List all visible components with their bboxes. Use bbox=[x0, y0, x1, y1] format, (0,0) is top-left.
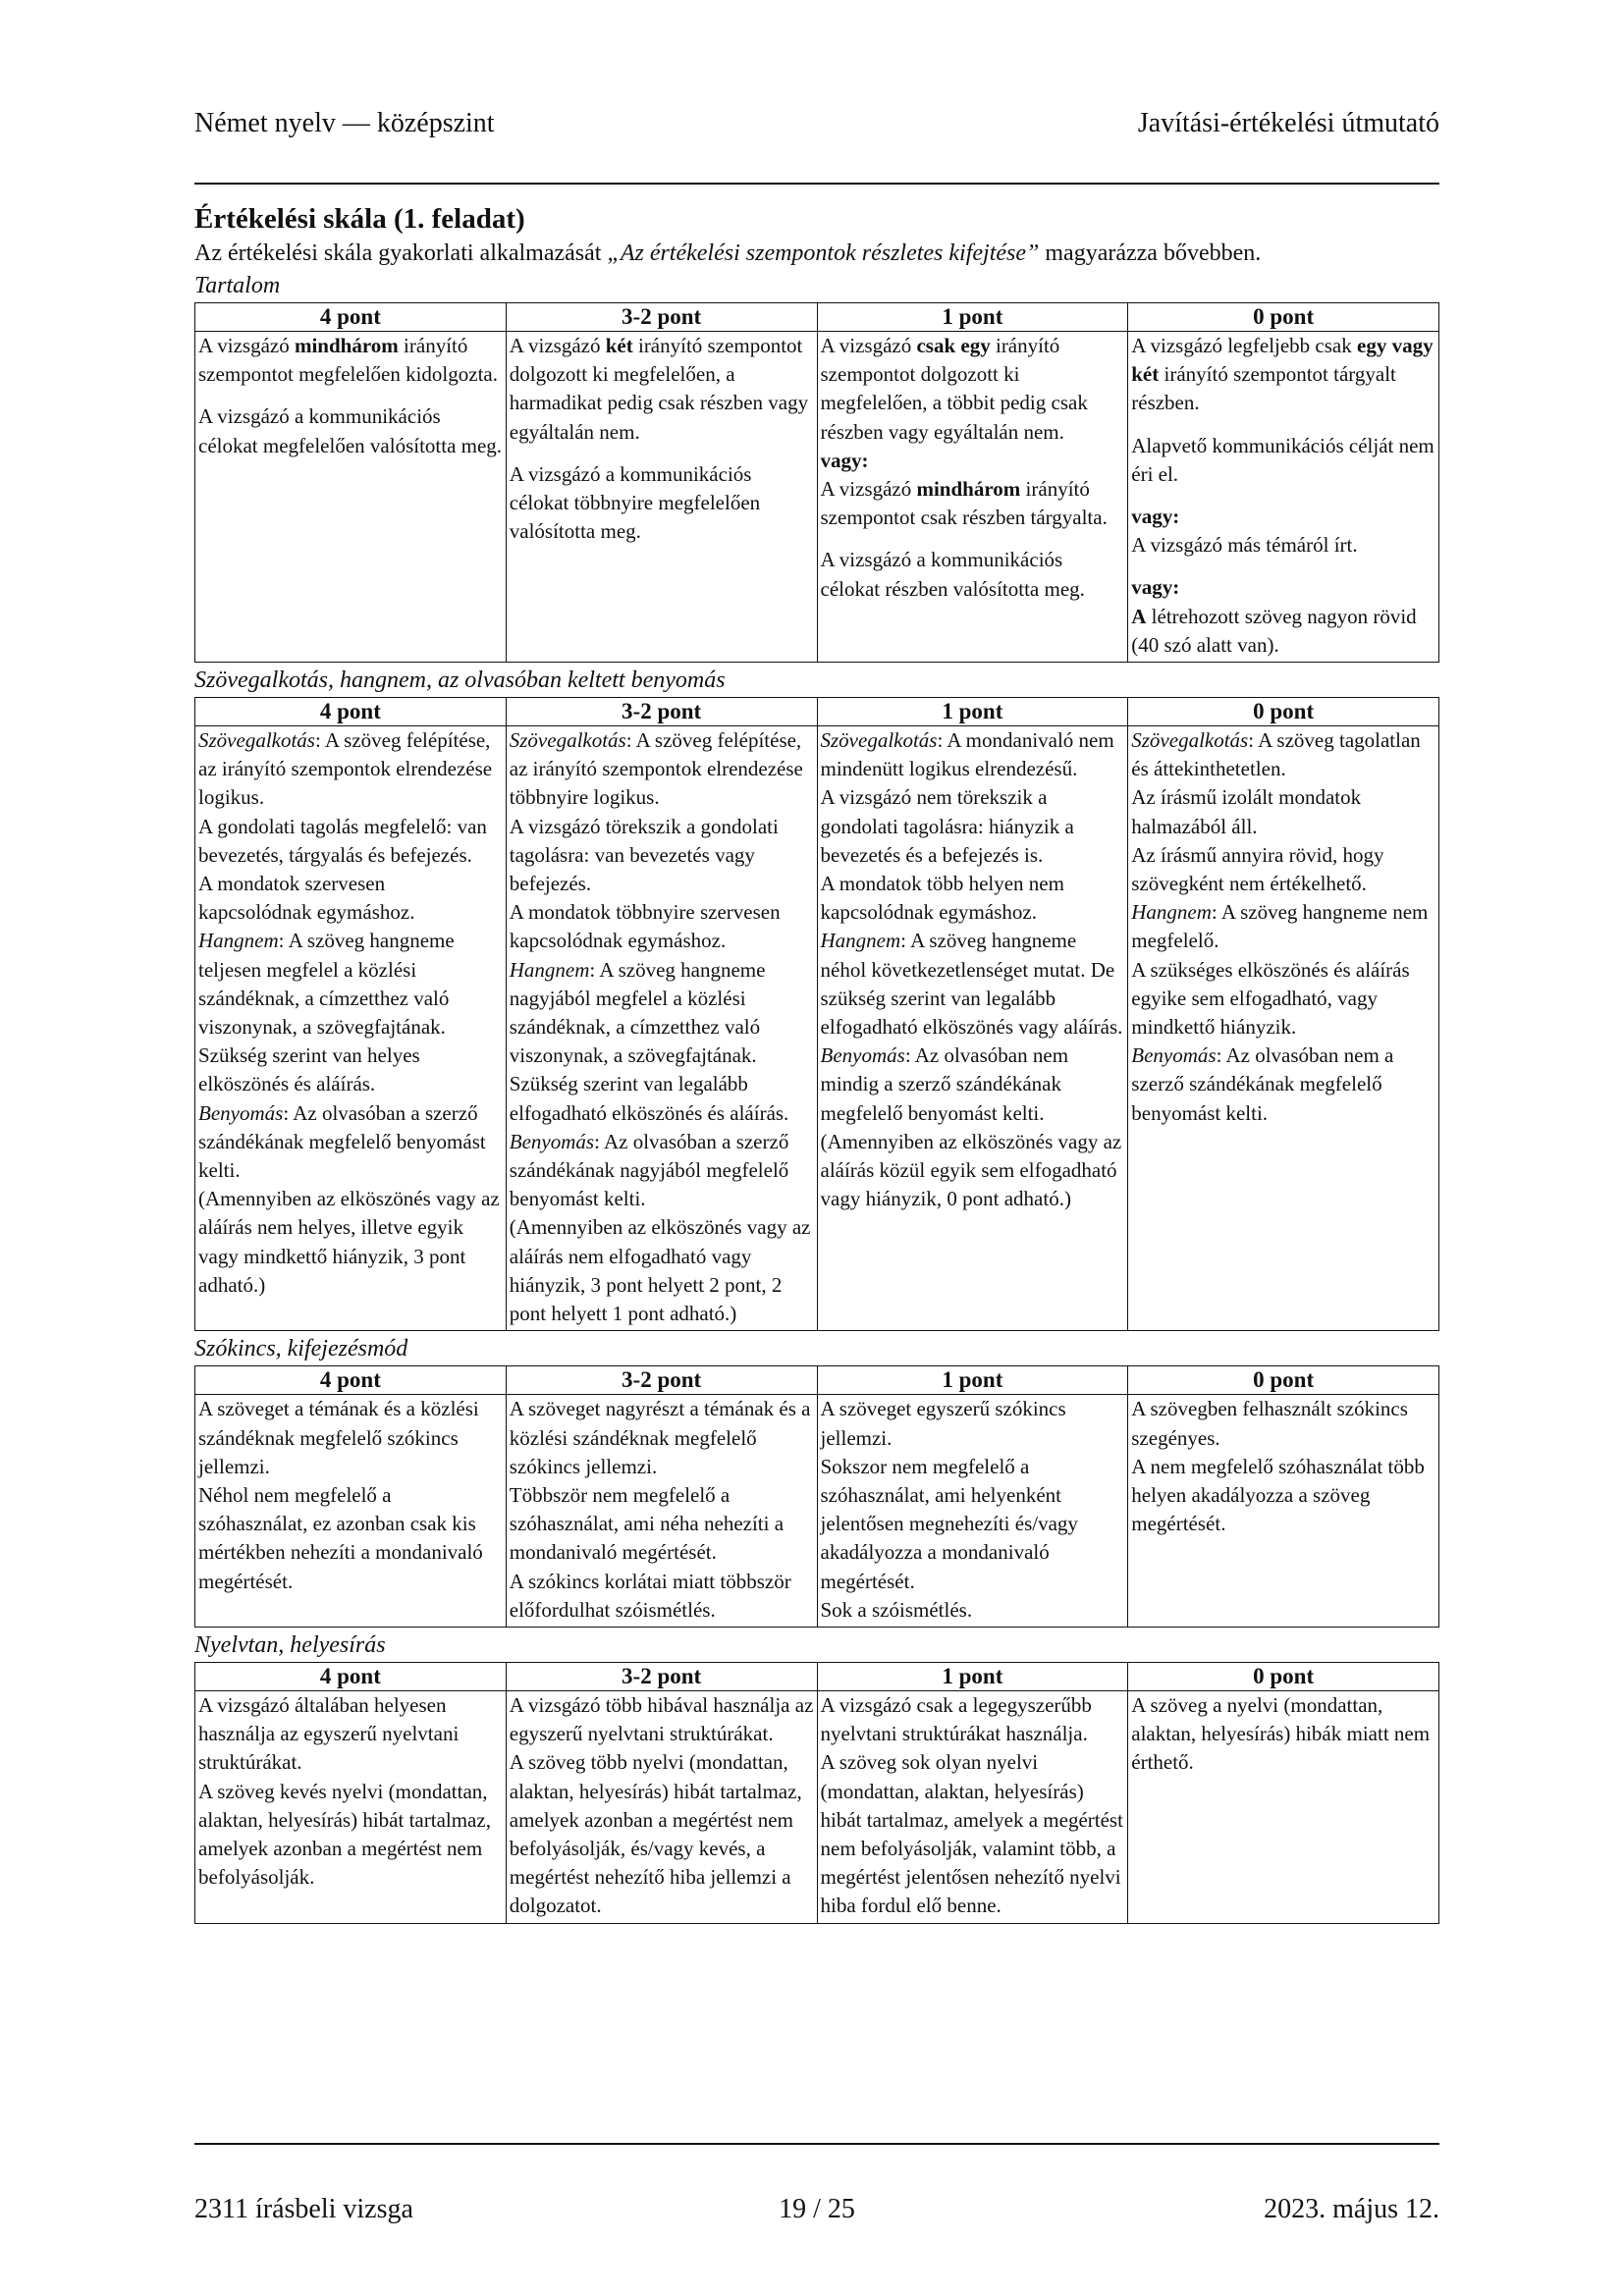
cell-1-pont: Szövegalkotás: A mondanivaló nem mindenütt logikus elrendezésű. A vizsgázó nem törekszik a gondolati tagolásra: hiányzik a bevezetés és a befejezés is. A mondatok több helyen nem kapcsolódnak egymáshoz. Hangnem: A szöveg hangneme néhol következetlenséget mutat. De szükség szerint van legalább elfogadható elköszönés vagy aláírás. Benyomás: Az olvasóban nem mindig a szerző szándékának megfelelő benyomást kelti. (Amennyiben az elköszönés vagy az aláírás közül egyik sem elfogadható vagy hiányzik, 0 pont adható.) bbox=[817, 726, 1128, 1331]
table-header-row bbox=[195, 698, 1439, 726]
col-header-1: 1 pont bbox=[817, 698, 1128, 726]
col-header-1: 1 pont bbox=[817, 303, 1128, 332]
page-content bbox=[194, 202, 1439, 1924]
col-header-3-2: 3-2 pont bbox=[506, 1662, 817, 1690]
section-title-szovegalkotas: Szövegalkotás, hangnem, az olvasóban keltett benyomás bbox=[194, 667, 726, 694]
table-row bbox=[195, 726, 1439, 1331]
cell-3-2-pont: A vizsgázó két irányító szempontot dolgozott ki megfelelően, a harmadikat pedig csak részben vagy egyáltalán nem. A vizsgázó a kommunikációs célokat többnyire megfelelően valósította meg. bbox=[506, 332, 817, 663]
cell-0-pont: A vizsgázó legfeljebb csak egy vagy két irányító szempontot tárgyalt részben. Alapvető kommunikációs célját nem éri el. vagy: A vizsgázó más témáról írt. vagy: A létrehozott szöveg nagyon rövid (40 szó alatt van). bbox=[1128, 332, 1439, 663]
page-header bbox=[194, 108, 1439, 185]
cell-0-pont: Szövegalkotás: A szöveg tagolatlan és áttekinthetetlen. Az írásmű izolált mondatok halmazából áll. Az írásmű annyira rövid, hogy szövegként nem értékelhető. Hangnem: A szöveg hangneme nem megfelelő. A szükséges elköszönés és aláírás egyike sem elfogadható, vagy mindkettő hiányzik. Benyomás: Az olvasóban nem a szerző szándékának megfelelő benyomást kelti. bbox=[1128, 726, 1439, 1331]
table-row bbox=[195, 1690, 1439, 1923]
col-header-3-2: 3-2 pont bbox=[506, 698, 817, 726]
cell-4-pont: A szöveget a témának és a közlési szándéknak megfelelő szókincs jellemzi. Néhol nem megfelelő a szóhasználat, ez azonban csak kis mértékben nehezíti a mondanivaló megértését. bbox=[195, 1395, 507, 1628]
page-footer bbox=[194, 2143, 1439, 2223]
col-header-3-2: 3-2 pont bbox=[506, 303, 817, 332]
col-header-0: 0 pont bbox=[1128, 303, 1439, 332]
cell-1-pont: A szöveget egyszerű szókincs jellemzi. Sokszor nem megfelelő a szóhasználat, ami helyenként jelentősen megnehezíti és/vagy akadályozza a mondanivaló megértését. Sok a szóismétlés. bbox=[817, 1395, 1128, 1628]
cell-3-2-pont: Szövegalkotás: A szöveg felépítése, az irányító szempontok elrendezése többnyire logikus. A vizsgázó törekszik a gondolati tagolásra: van bevezetés vagy befejezés. A mondatok többnyire szervesen kapcsolódnak egymáshoz. Hangnem: A szöveg hangneme nagyjából megfelel a közlési szándéknak, a címzetthez való viszonynak, a szövegfajtának. Szükség szerint van legalább elfogadható elköszönés és aláírás. Benyomás: Az olvasóban a szerző szándékának nagyjából megfelelő benyomást kelti. (Amennyiben az elköszönés vagy az aláírás nem elfogadható vagy hiányzik, 3 pont helyett 2 pont, 2 pont helyett 1 pont adható.) bbox=[506, 726, 817, 1331]
section-title-szokincs: Szókincs, kifejezésmód bbox=[194, 1336, 408, 1362]
cell-4-pont: A vizsgázó mindhárom irányító szempontot megfelelően kidolgozta. A vizsgázó a kommunikációs célokat megfelelően valósította meg. bbox=[195, 332, 507, 663]
table-szokincs bbox=[194, 1365, 1439, 1628]
intro-text bbox=[194, 239, 1439, 268]
page-title: Értékelési skála (1. feladat) bbox=[194, 203, 525, 235]
col-header-1: 1 pont bbox=[817, 1366, 1128, 1395]
col-header-0: 0 pont bbox=[1128, 1366, 1439, 1395]
header-subject: Német nyelv — középszint bbox=[194, 108, 495, 138]
intro-before: Az értékelési skála gyakorlati alkalmazását bbox=[194, 240, 608, 266]
col-header-1: 1 pont bbox=[817, 1662, 1128, 1690]
cell-1-pont: A vizsgázó csak a legegyszerűbb nyelvtani struktúrákat használja. A szöveg sok olyan nyelvi (mondattan, alaktan, helyesírás) hibát tartalmaz, amelyek a megértést nem befolyásolják, valamint több, a megértést jelentősen nehezítő nyelvi hiba fordul elő benne. bbox=[817, 1690, 1128, 1923]
cell-4-pont: A vizsgázó általában helyesen használja az egyszerű nyelvtani struktúrákat. A szöveg kevés nyelvi (mondattan, alaktan, helyesírás) hibát tartalmaz, amelyek azonban a megértést nem befolyásolják. bbox=[195, 1690, 507, 1923]
header-doc-type: Javítási-értékelési útmutató bbox=[1137, 108, 1439, 138]
cell-3-2-pont: A vizsgázó több hibával használja az egyszerű nyelvtani struktúrákat. A szöveg több nyelvi (mondattan, alaktan, helyesírás) hibát tartalmaz, amelyek azonban a megértést nem befolyásolják, és/vagy kevés, a megértést nehezítő hiba jellemzi a dolgozatot. bbox=[506, 1690, 817, 1923]
footer-date: 2023. május 12. bbox=[1264, 2194, 1439, 2224]
cell-0-pont: A szövegben felhasznált szókincs szegényes. A nem megfelelő szóhasználat több helyen akadályozza a szöveg megértését. bbox=[1128, 1395, 1439, 1628]
table-header-row bbox=[195, 1366, 1439, 1395]
col-header-4: 4 pont bbox=[195, 1662, 507, 1690]
table-nyelvtan bbox=[194, 1662, 1439, 1924]
section-title-nyelvtan: Nyelvtan, helyesírás bbox=[194, 1631, 386, 1658]
col-header-0: 0 pont bbox=[1128, 698, 1439, 726]
intro-after: magyarázza bővebben. bbox=[1039, 240, 1262, 266]
table-header-row bbox=[195, 1662, 1439, 1690]
table-header-row bbox=[195, 303, 1439, 332]
intro-quote: „Az értékelési szempontok részletes kifejtése” bbox=[607, 240, 1040, 266]
table-row bbox=[195, 332, 1439, 663]
col-header-4: 4 pont bbox=[195, 698, 507, 726]
footer-exam-code: 2311 írásbeli vizsga bbox=[194, 2194, 413, 2224]
table-row bbox=[195, 1395, 1439, 1628]
footer-page-number: 19 / 25 bbox=[779, 2194, 855, 2224]
cell-3-2-pont: A szöveget nagyrészt a témának és a közlési szándéknak megfelelő szókincs jellemzi. Többször nem megfelelő a szóhasználat, ami néha nehezíti a mondanivaló megértését. A szókincs korlátai miatt többször előfordulhat szóismétlés. bbox=[506, 1395, 817, 1628]
col-header-4: 4 pont bbox=[195, 303, 507, 332]
col-header-0: 0 pont bbox=[1128, 1662, 1439, 1690]
cell-1-pont: A vizsgázó csak egy irányító szempontot dolgozott ki megfelelően, a többit pedig csak részben vagy egyáltalán nem. vagy: A vizsgázó mindhárom irányító szempontot csak részben tárgyalta. A vizsgázó a kommunikációs célokat részben valósította meg. bbox=[817, 332, 1128, 663]
cell-0-pont: A szöveg a nyelvi (mondattan, alaktan, helyesírás) hibák miatt nem érthető. bbox=[1128, 1690, 1439, 1923]
table-tartalom bbox=[194, 302, 1439, 663]
section-title-tartalom: Tartalom bbox=[194, 273, 281, 298]
col-header-3-2: 3-2 pont bbox=[506, 1366, 817, 1395]
cell-4-pont: Szövegalkotás: A szöveg felépítése, az irányító szempontok elrendezése logikus. A gondolati tagolás megfelelő: van bevezetés, tárgyalás és befejezés. A mondatok szervesen kapcsolódnak egymáshoz. Hangnem: A szöveg hangneme teljesen megfelel a közlési szándéknak, a címzetthez való viszonynak, a szövegfajtának. Szükség szerint van helyes elköszönés és aláírás. Benyomás: Az olvasóban a szerző szándékának megfelelő benyomást kelti. (Amennyiben az elköszönés vagy az aláírás nem helyes, illetve egyik vagy mindkettő hiányzik, 3 pont adható.) bbox=[195, 726, 507, 1331]
col-header-4: 4 pont bbox=[195, 1366, 507, 1395]
table-szovegalkotas bbox=[194, 697, 1439, 1331]
